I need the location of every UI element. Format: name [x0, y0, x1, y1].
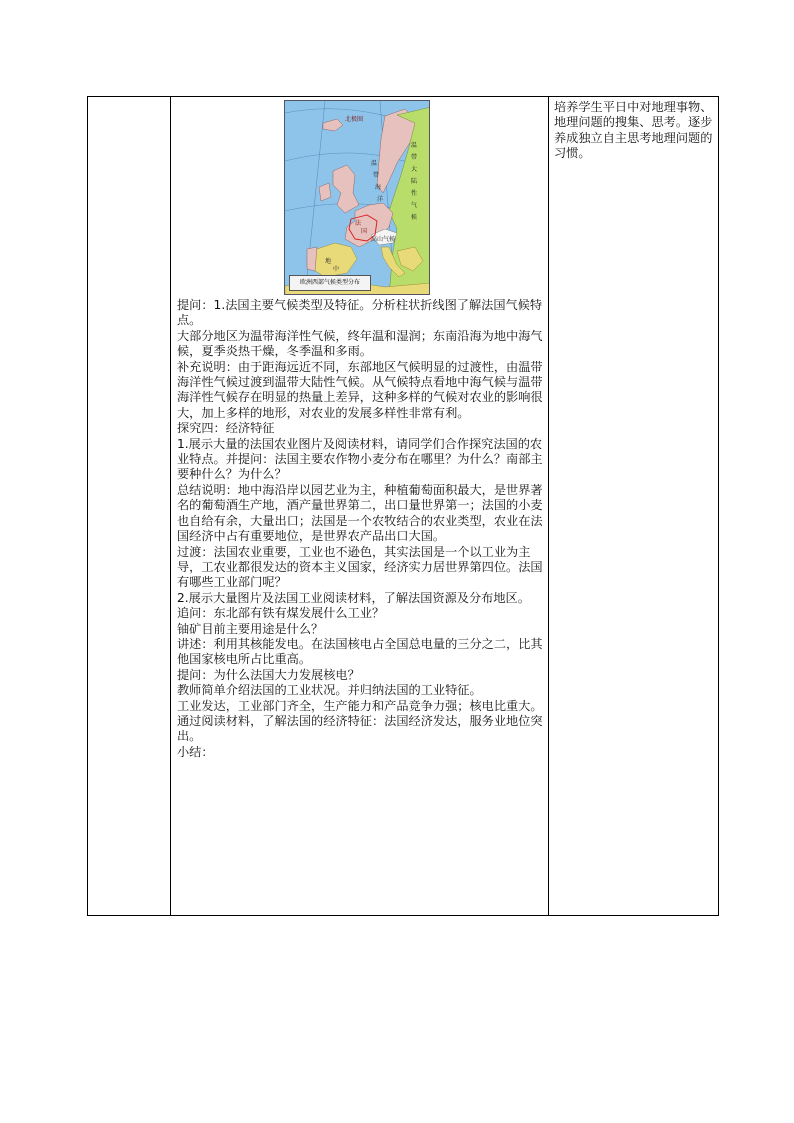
paragraph: 提问：为什么法国大力发展核电？ [177, 667, 360, 682]
table-column-activities [171, 97, 549, 915]
map-label-alpine: 高山气候 [371, 236, 396, 243]
paragraph: 总结说明：地中海沿岸以园艺业为主，种植葡萄面积最大，是世界著名的葡萄酒生产地，酒产量世界第二，出口量世界第一；法国的小麦也自给有余，大量出口；法国是一个农牧结合的农业类型，农业在法国经济中占有重要地位，是世界农产品出口大国。 [177, 482, 543, 544]
paragraph: 通过阅读材料，了解法国的经济特征：法国经济发达，服务业地位突出。 [177, 713, 543, 744]
paragraph: 探究四：经济特征 [177, 421, 275, 436]
activity-text [177, 298, 545, 760]
map-label-maritime-3: 海 [375, 184, 382, 191]
paragraph: 提问：1.法国主要气候类型及特征。分析柱状折线图了解法国气候特点。 [177, 298, 543, 328]
map-label-continental-7: 候 [411, 214, 418, 221]
map-label-continental-5: 性 [411, 190, 418, 197]
map-label-mediterranean-2: 中 [333, 266, 340, 273]
climate-map-figure [284, 100, 430, 295]
map-label-continental-2: 带 [411, 154, 418, 161]
paragraph: 教师简单介绍法国的工业状况。并归纳法国的工业特征。 [177, 683, 482, 698]
arctic-circle-label: 北极圈 [345, 116, 364, 123]
paragraph: 追问：东北部有铁有煤发展什么工业？ [177, 606, 385, 621]
lesson-table [87, 96, 719, 916]
paragraph: 小结： [177, 744, 214, 759]
design-intent-text [554, 100, 714, 162]
paragraph: 大部分地区为温带海洋性气候，终年温和湿润；东南沿海为地中海气候，夏季炎热干燥，冬季温和多雨。 [177, 328, 543, 359]
map-label-continental-4: 陆 [411, 178, 418, 185]
paragraph: 铀矿目前主要用途是什么？ [177, 621, 324, 636]
paragraph: 培养学生平日中对地理事物、地理问题的搜集、思考。逐步养成独立自主思考地理问题的习惯。 [554, 100, 713, 161]
table-column-left [88, 97, 171, 915]
map-caption: 欧洲西部气候类型分布 [289, 275, 371, 291]
paragraph: 补充说明：由于距海远近不同，东部地区气候明显的过渡性，由温带海洋性气候过渡到温带大陆性气候。从气候特点看地中海气候与温带海洋性气候存在明显的热量上差异，这种多样的气候对农业的影响很大，加上多样的地形，对农业的发展多样性非常有利。 [177, 359, 543, 420]
map-label-france-2: 国 [361, 228, 368, 235]
paragraph: 讲述：利用其核能发电。在法国核电占全国总电量的三分之二，比其他国家核电所占比重高。 [177, 636, 543, 667]
paragraph: 过渡：法国农业重要，工业也不逊色，其实法国是一个以工业为主导，工农业都很发达的资本主义国家，经济实力居世界第四位。法国有哪些工业部门呢？ [177, 544, 543, 590]
map-label-maritime-2: 带 [373, 172, 380, 179]
map-label-mediterranean-1: 地 [325, 258, 332, 265]
map-label-continental-1: 温 [411, 142, 418, 149]
map-label-continental-3: 大 [411, 166, 418, 173]
paragraph: 2.展示大量图片及法国工业阅读材料，了解法国资源及分布地区。 [177, 590, 530, 605]
map-label-continental-6: 气 [411, 202, 418, 209]
map-label-maritime-1: 温 [371, 160, 378, 167]
paragraph: 1.展示大量的法国农业图片及阅读材料，请同学们合作探究法国的农业特点。并提问：法国主要农作物小麦分布在哪里？为什么？南部主要种什么？为什么？ [177, 436, 543, 482]
table-column-purpose [549, 97, 718, 915]
map-label-maritime-4: 洋 [377, 196, 384, 203]
climate-map-image [285, 101, 430, 295]
map-label-france-1: 法 [355, 220, 362, 227]
paragraph: 工业发达，工业部门齐全，生产能力和产品竞争力强；核电比重大。 [177, 698, 543, 713]
